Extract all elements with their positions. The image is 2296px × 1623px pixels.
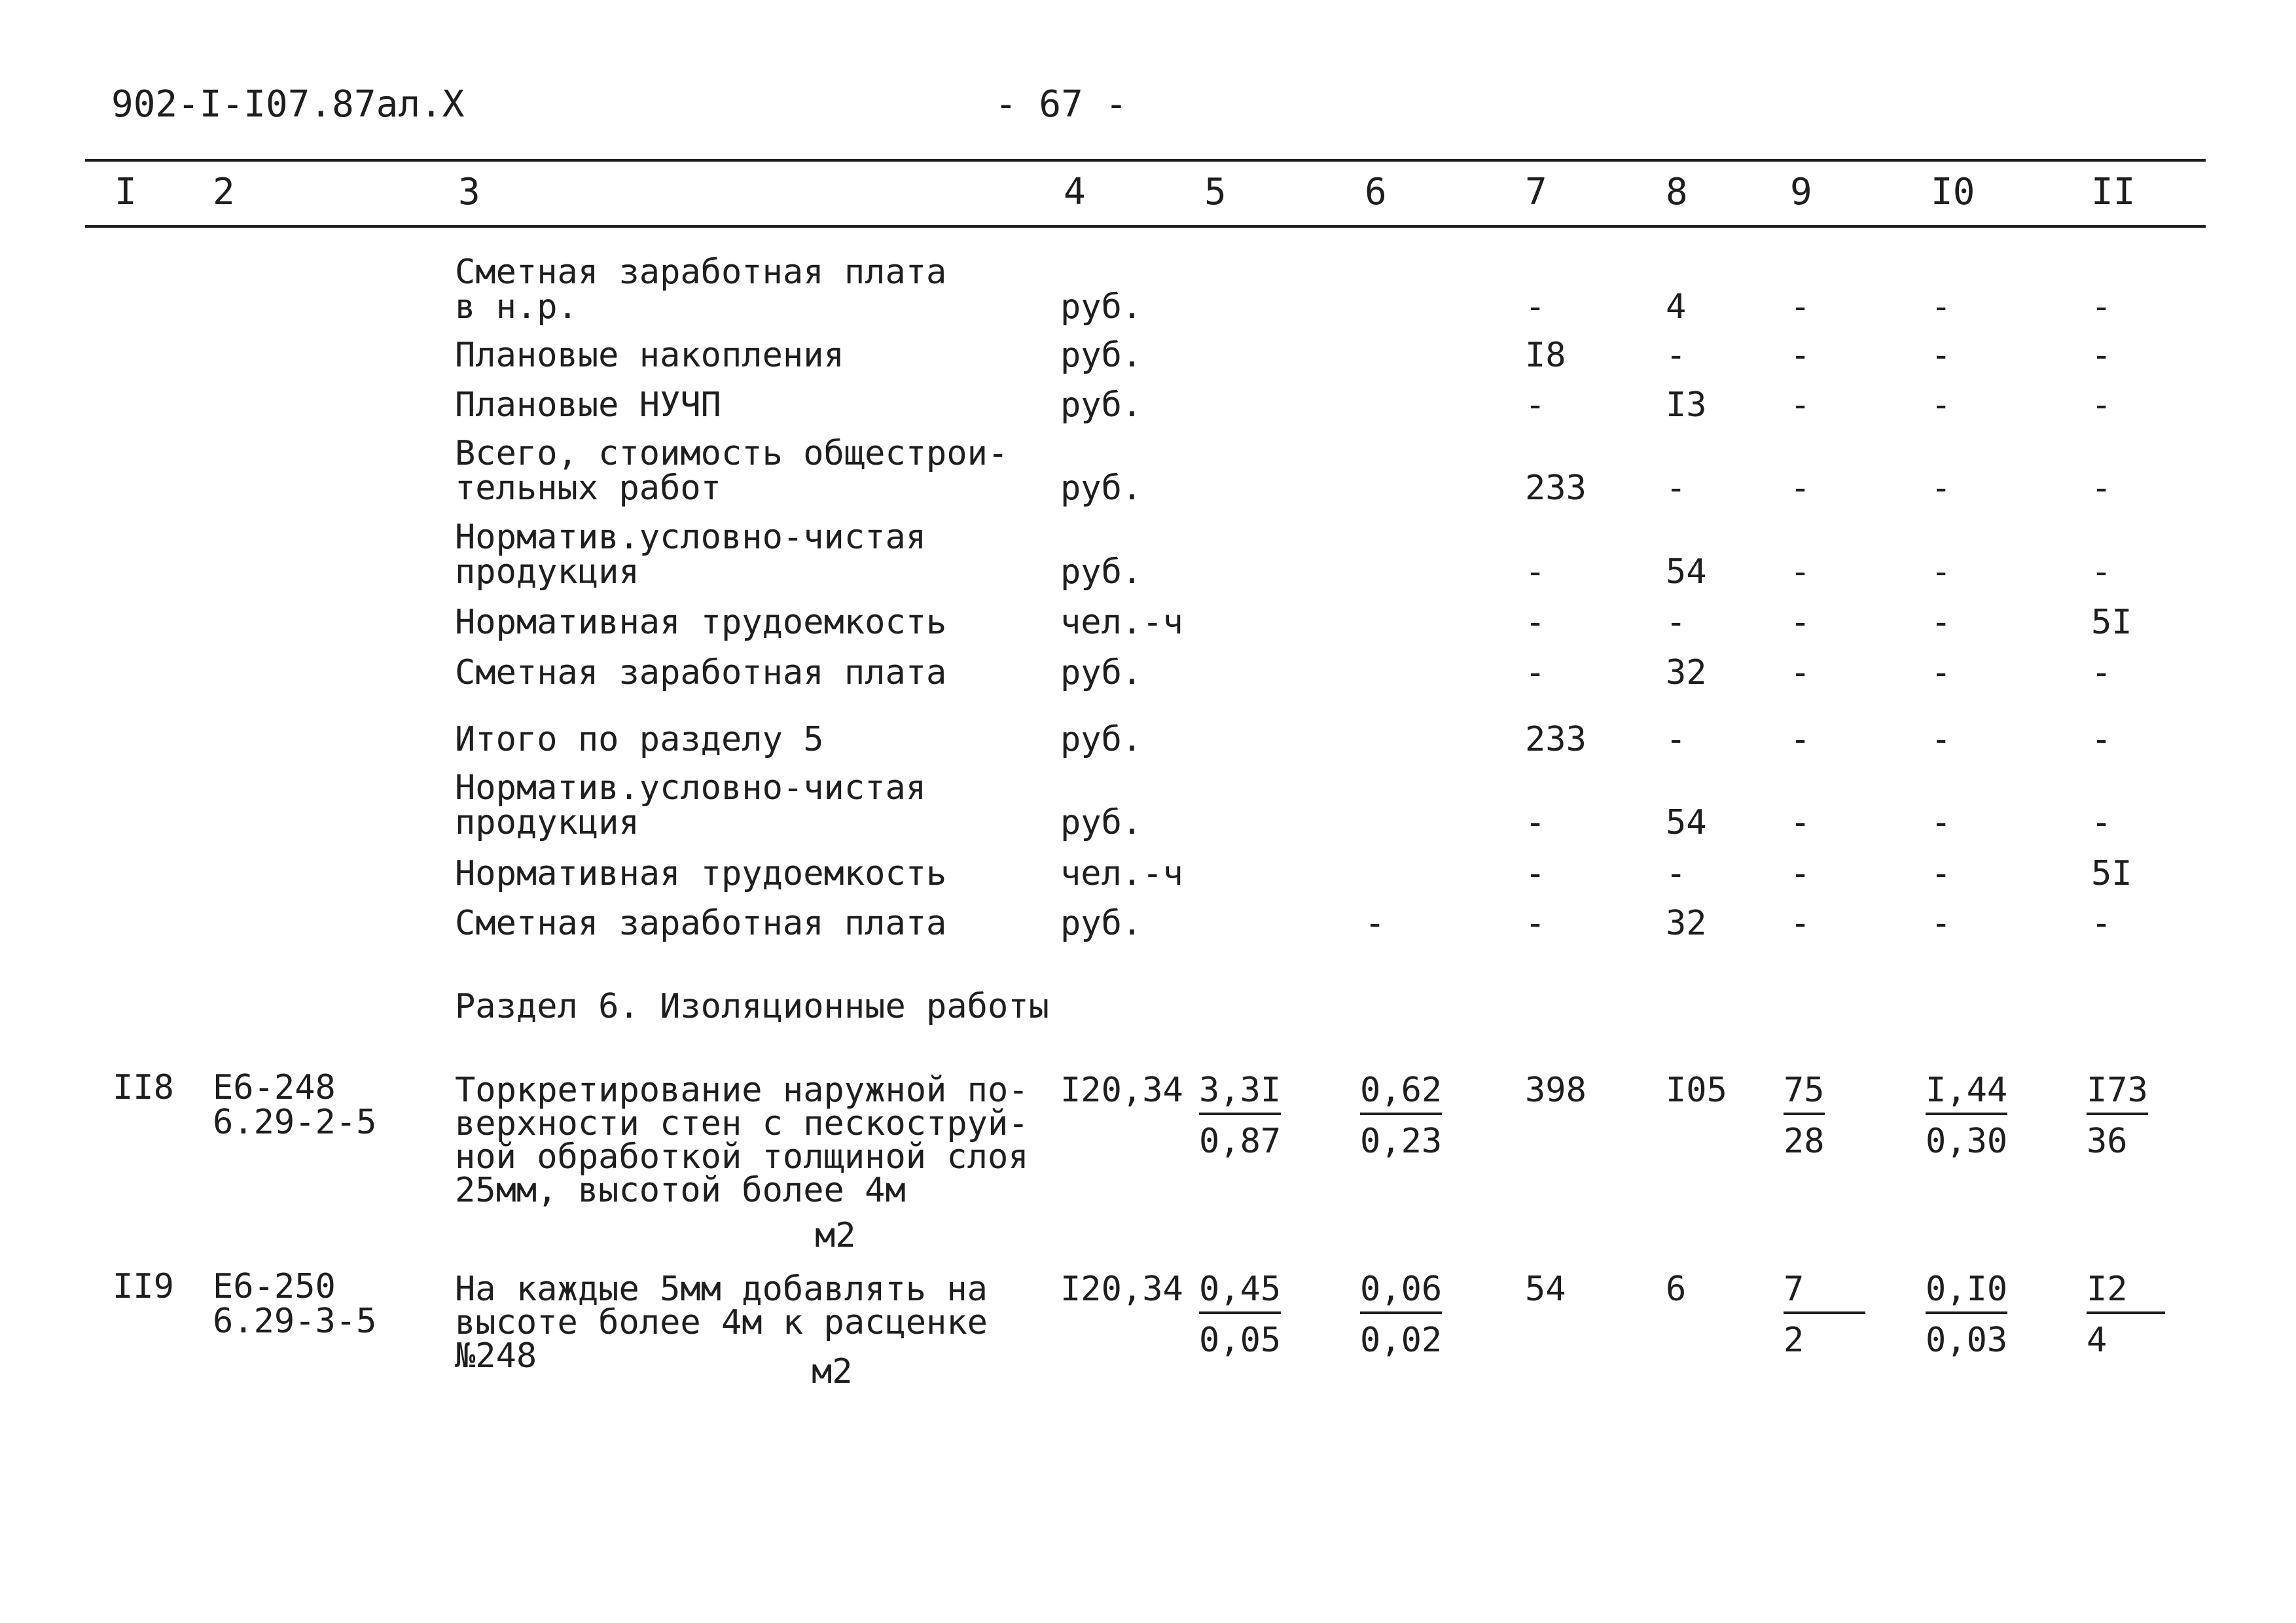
row-unit: руб.: [1060, 653, 1143, 692]
cell-col10: -: [1931, 552, 1952, 592]
column-header-11: II: [2091, 171, 2136, 213]
page-number: - 67 -: [995, 83, 1128, 126]
cell-col8: 4: [1666, 287, 1687, 327]
cell-col10-fraction: [1926, 1270, 2008, 1360]
cell-col10: -: [1931, 385, 1952, 425]
fraction-denominator: 36: [2087, 1122, 2128, 1161]
table-header-rule: [85, 225, 2206, 228]
cell-col9: -: [1790, 385, 1811, 425]
cell-col11-fraction: [2087, 1071, 2148, 1161]
row-unit: чел.-ч: [1060, 854, 1183, 893]
row-label: Сметная заработная плата: [455, 253, 947, 292]
fraction-numerator: I2: [2087, 1272, 2165, 1314]
column-header-9: 9: [1790, 171, 1812, 213]
row-unit: руб.: [1060, 287, 1143, 327]
fraction-denominator: 0,05: [1199, 1321, 1282, 1360]
cell-col7: -: [1525, 552, 1546, 592]
cell-col7: -: [1525, 653, 1546, 692]
item-description: ной обработкой толщиной слоя: [455, 1137, 1029, 1177]
row-label: Норматив.условно-чистая: [455, 768, 927, 808]
cell-col9: -: [1790, 803, 1811, 842]
row-unit: руб.: [1060, 469, 1143, 508]
row-unit: руб.: [1060, 803, 1143, 842]
column-header-2: 2: [213, 171, 235, 213]
fraction-denominator: 0,02: [1360, 1321, 1443, 1360]
cell-col7: -: [1525, 287, 1546, 327]
section-title: Раздел 6. Изоляционные работы: [455, 987, 1049, 1026]
cell-col11: -: [2091, 653, 2112, 692]
item-description: На каждые 5мм добавлять на: [455, 1270, 988, 1309]
cell-col10: -: [1931, 603, 1952, 642]
cell-col7: -: [1525, 854, 1546, 893]
cell-col8: 54: [1666, 552, 1707, 592]
column-header-10: I0: [1931, 171, 1975, 213]
cell-col7: -: [1525, 904, 1546, 943]
row-unit: руб.: [1060, 336, 1143, 375]
item-quantity: I20,34: [1060, 1071, 1183, 1110]
fraction-numerator: I,44: [1926, 1073, 2007, 1115]
row-label: продукция: [455, 803, 639, 842]
cell-col7: 233: [1525, 720, 1587, 759]
cell-col9: -: [1790, 336, 1811, 375]
column-header-4: 4: [1064, 171, 1086, 213]
row-unit: руб.: [1060, 904, 1143, 943]
item-description: №248: [455, 1336, 537, 1376]
cell-col11-fraction: [2087, 1270, 2165, 1360]
row-unit: руб.: [1060, 385, 1143, 425]
row-label: Всего, стоимость общестрои-: [455, 434, 1009, 473]
item-number: II9: [113, 1267, 174, 1306]
fraction-denominator: 2: [1784, 1321, 1804, 1360]
row-label: тельных работ: [455, 469, 721, 508]
cell-col11: -: [2091, 552, 2112, 592]
cell-col10: -: [1931, 720, 1952, 759]
fraction-numerator: 0,I0: [1926, 1272, 2007, 1314]
fraction-denominator: 0,87: [1199, 1122, 1282, 1161]
cell-col8: -: [1666, 603, 1687, 642]
fraction-numerator: 0,06: [1360, 1272, 1442, 1314]
item-code: 6.29-2-5: [213, 1103, 377, 1142]
table-top-rule: [85, 159, 2206, 162]
cell-col10: -: [1931, 336, 1952, 375]
cell-col5-fraction: [1199, 1071, 1282, 1161]
cell-col7: I8: [1525, 336, 1566, 375]
cell-col9: -: [1790, 603, 1811, 642]
cell-col11: -: [2091, 385, 2112, 425]
cell-col10: -: [1931, 469, 1952, 508]
column-header-8: 8: [1666, 171, 1688, 213]
cell-col9: -: [1790, 904, 1811, 943]
item-code: Е6-250: [213, 1267, 336, 1306]
cell-col7: -: [1525, 803, 1546, 842]
fraction-numerator: I73: [2087, 1073, 2148, 1115]
cell-col9-fraction: [1784, 1071, 1825, 1161]
cell-col8: -: [1666, 854, 1687, 893]
row-label: Нормативная трудоемкость: [455, 854, 947, 893]
fraction-denominator: 28: [1784, 1122, 1825, 1161]
cell-col9-fraction: [1784, 1270, 1865, 1360]
row-label: продукция: [455, 552, 639, 592]
row-label: Сметная заработная плата: [455, 653, 947, 692]
cell-col7: 398: [1525, 1071, 1587, 1110]
row-label: Нормативная трудоемкость: [455, 603, 947, 642]
cell-col9: -: [1790, 552, 1811, 592]
fraction-numerator: 7: [1784, 1272, 1865, 1314]
item-quantity: I20,34: [1060, 1270, 1183, 1309]
document-code: 902-I-I07.87ал.X: [111, 83, 465, 126]
cell-col6-fraction: [1360, 1270, 1443, 1360]
column-header-7: 7: [1525, 171, 1547, 213]
cell-col10: -: [1931, 287, 1952, 327]
column-header-5: 5: [1204, 171, 1227, 213]
row-label: Итого по разделу 5: [455, 720, 824, 759]
cell-col8: -: [1666, 336, 1687, 375]
column-header-1: I: [115, 171, 137, 213]
fraction-denominator: 4: [2087, 1321, 2108, 1360]
cell-col8: 32: [1666, 904, 1707, 943]
row-unit: чел.-ч: [1060, 603, 1183, 642]
item-description: высоте более 4м к расценке: [455, 1303, 988, 1342]
cell-col7: -: [1525, 603, 1546, 642]
fraction-numerator: 3,3I: [1199, 1073, 1281, 1115]
cell-col6: -: [1365, 904, 1386, 943]
cell-col5-fraction: [1199, 1270, 1282, 1360]
cell-col11: -: [2091, 336, 2112, 375]
cell-col8: 6: [1666, 1270, 1687, 1309]
item-number: II8: [113, 1068, 174, 1107]
cell-col11: -: [2091, 803, 2112, 842]
column-header-6: 6: [1365, 171, 1387, 213]
cell-col10: -: [1931, 803, 1952, 842]
row-label: Сметная заработная плата: [455, 904, 947, 943]
item-description: 25мм, высотой более 4м: [455, 1171, 906, 1210]
item-unit: м2: [815, 1216, 856, 1255]
cell-col10: -: [1931, 653, 1952, 692]
item-unit: м2: [812, 1352, 853, 1391]
cell-col7: 54: [1525, 1270, 1566, 1309]
cell-col11: -: [2091, 287, 2112, 327]
row-unit: руб.: [1060, 720, 1143, 759]
row-label: Плановые накопления: [455, 336, 844, 375]
cell-col11: -: [2091, 720, 2112, 759]
cell-col9: -: [1790, 287, 1811, 327]
cell-col10: -: [1931, 904, 1952, 943]
row-label: в н.р.: [455, 287, 578, 327]
fraction-numerator: 75: [1784, 1073, 1825, 1115]
cell-col7: 233: [1525, 469, 1587, 508]
item-code: Е6-248: [213, 1068, 336, 1107]
cell-col9: -: [1790, 854, 1811, 893]
cell-col11: -: [2091, 469, 2112, 508]
cell-col8: I3: [1666, 385, 1707, 425]
fraction-denominator: 0,23: [1360, 1122, 1443, 1161]
row-unit: руб.: [1060, 552, 1143, 592]
column-header-3: 3: [458, 171, 480, 213]
fraction-numerator: 0,62: [1360, 1073, 1442, 1115]
fraction-numerator: 0,45: [1199, 1272, 1281, 1314]
item-description: верхности стен с пескоструй-: [455, 1104, 1029, 1143]
fraction-denominator: 0,03: [1926, 1321, 2008, 1360]
item-code: 6.29-3-5: [213, 1302, 377, 1341]
cell-col8: -: [1666, 720, 1687, 759]
row-label: Норматив.условно-чистая: [455, 518, 927, 557]
cell-col8: 32: [1666, 653, 1707, 692]
cell-col7: -: [1525, 385, 1546, 425]
cell-col8: I05: [1666, 1071, 1727, 1110]
cell-col9: -: [1790, 653, 1811, 692]
item-description: Торкретирование наружной по-: [455, 1071, 1029, 1110]
cell-col10: -: [1931, 854, 1952, 893]
cell-col8: 54: [1666, 803, 1707, 842]
cell-col9: -: [1790, 469, 1811, 508]
cell-col11: -: [2091, 904, 2112, 943]
fraction-denominator: 0,30: [1926, 1122, 2008, 1161]
cell-col6-fraction: [1360, 1071, 1443, 1161]
row-label: Плановые НУЧП: [455, 385, 721, 425]
cell-col9: -: [1790, 720, 1811, 759]
cell-col11: 5I: [2091, 603, 2132, 642]
cell-col10-fraction: [1926, 1071, 2008, 1161]
cell-col11: 5I: [2091, 854, 2132, 893]
cell-col8: -: [1666, 469, 1687, 508]
